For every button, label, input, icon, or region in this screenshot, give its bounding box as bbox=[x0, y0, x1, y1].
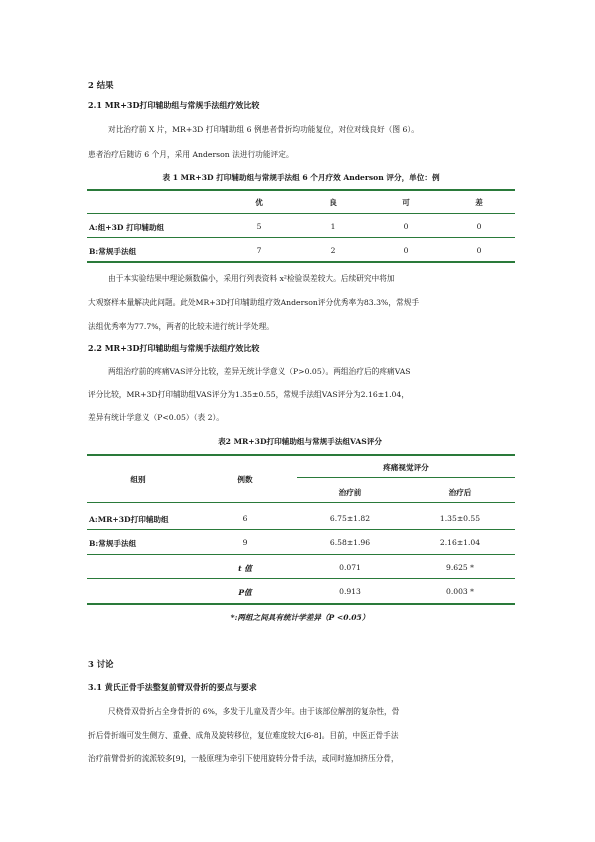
paragraph-line: 差异有统计学意义（P<0.05）（表 2）。 bbox=[88, 413, 224, 422]
table1-cell: 0 bbox=[476, 246, 482, 255]
table1-header-good: 良 bbox=[329, 198, 337, 207]
table1-header-poor: 差 bbox=[475, 198, 483, 207]
table2-t-label: t 值 bbox=[238, 564, 252, 573]
table2-header-after: 治疗后 bbox=[448, 488, 472, 497]
table1-bottom-rule bbox=[87, 261, 515, 263]
table1-header-fair: 可 bbox=[402, 198, 410, 207]
paragraph-line: 由于本实验结果中理论频数偏小，采用行列表资料 x²检验误差较大。后续研究中将加 bbox=[108, 274, 395, 283]
table2-row-after: 1.35±0.55 bbox=[439, 514, 481, 523]
table2-header-group: 组别 bbox=[130, 475, 146, 484]
table1-caption: 表 1 MR+3D 打印辅助组与常规手法组 6 个月疗效 Anderson 评分，单位：例 bbox=[162, 173, 440, 182]
paragraph-line: 对比治疗前 X 片，MR+3D 打印辅助组 6 例患者骨折均功能复位，对位对线良好（图 6）。 bbox=[108, 125, 419, 134]
table1-header-excellent: 优 bbox=[255, 198, 263, 207]
paragraph-line: 治疗前臂骨折的流派较多[9]，一般原理为牵引下使用旋转分骨手法，或同时施加挤压分骨， bbox=[88, 754, 399, 763]
section-heading-results: 2 结果 bbox=[88, 80, 114, 90]
table1-row-rule bbox=[87, 237, 515, 238]
table2-row-before: 6.58±1.96 bbox=[329, 538, 371, 547]
subsection-heading-2-1: 2.1 MR+3D打印辅助组与常规手法组疗效比较 bbox=[88, 100, 260, 110]
table2-p-label: P值 bbox=[238, 588, 252, 597]
table1-row-group: B:常规手法组 bbox=[89, 247, 137, 256]
table1-cell: 0 bbox=[403, 222, 409, 231]
table2-row-after: 2.16±1.04 bbox=[439, 538, 481, 547]
table2-t-before: 0.071 bbox=[339, 563, 361, 572]
table2-top-rule bbox=[87, 454, 515, 456]
table2-row-rule bbox=[87, 554, 515, 555]
table2-row-before: 6.75±1.82 bbox=[329, 514, 371, 523]
section-heading-discussion: 3 讨论 bbox=[88, 659, 114, 669]
table1-cell: 0 bbox=[476, 222, 482, 231]
table2-row-group: B:常规手法组 bbox=[89, 539, 137, 548]
table2-row-rule bbox=[87, 529, 515, 530]
table2-header-count: 例数 bbox=[237, 475, 253, 484]
paragraph-line: 法组优秀率为77.7%，两者的比较未进行统计学处理。 bbox=[88, 322, 274, 331]
table2-p-after: 0.003 * bbox=[446, 587, 474, 596]
paragraph-line: 两组治疗前的疼痛VAS评分比较，差异无统计学意义（P>0.05）。两组治疗后的疼痛VAS bbox=[108, 367, 411, 376]
table1-cell: 5 bbox=[256, 222, 262, 231]
table1-top-rule bbox=[87, 189, 515, 191]
subsection-heading-3-1: 3.1 黄氏正骨手法整复前臂双骨折的要点与要求 bbox=[88, 682, 257, 692]
table1-cell: 1 bbox=[330, 222, 336, 231]
table1-cell: 7 bbox=[256, 246, 262, 255]
paragraph-line: 评分比较，MR+3D打印辅助组VAS评分为1.35±0.55，常规手法组VAS评分为2.16±1.04， bbox=[88, 390, 410, 399]
table2-t-after: 9.625 * bbox=[446, 563, 474, 572]
table2-subheader-rule bbox=[297, 477, 515, 478]
paragraph-line: 大观察样本量解决此问题。此处MR+3D打印辅助组疗效Anderson评分优秀率为83.3%，常规手 bbox=[88, 298, 420, 307]
table1-row-group: A:组+3D 打印辅助组 bbox=[89, 223, 165, 232]
table2-header-rule bbox=[87, 502, 515, 503]
table1-header-rule bbox=[87, 213, 515, 214]
table2-p-before: 0.913 bbox=[339, 587, 361, 596]
table1-cell: 0 bbox=[403, 246, 409, 255]
paragraph-line: 尺桡骨双骨折占全身骨折的 6%，多发于儿童及青少年。由于该部位解剖的复杂性，骨 bbox=[108, 707, 400, 716]
table2-note: *:两组之间具有统计学差异（P <0.05） bbox=[230, 613, 370, 622]
table1-cell: 2 bbox=[330, 246, 336, 255]
table2-header-vas: 疼痛视觉评分 bbox=[383, 463, 429, 472]
table2-row-rule bbox=[87, 578, 515, 579]
table2-row-count: 6 bbox=[242, 514, 248, 523]
table2-bottom-rule bbox=[87, 603, 515, 605]
paragraph-line: 患者治疗后随访 6 个月，采用 Anderson 法进行功能评定。 bbox=[88, 150, 294, 159]
paragraph-line: 折后骨折端可发生侧方、重叠、成角及旋转移位，复位难度较大[6-8]。目前，中医正骨手法 bbox=[88, 731, 399, 740]
table2-row-group: A:MR+3D打印辅助组 bbox=[89, 515, 169, 524]
table2-row-count: 9 bbox=[242, 538, 248, 547]
table2-caption: 表2 MR+3D打印辅助组与常规手法组VAS评分 bbox=[218, 437, 382, 446]
table2-header-before: 治疗前 bbox=[338, 488, 362, 497]
subsection-heading-2-2: 2.2 MR+3D打印辅助组与常规手法组疗效比较 bbox=[88, 343, 260, 353]
